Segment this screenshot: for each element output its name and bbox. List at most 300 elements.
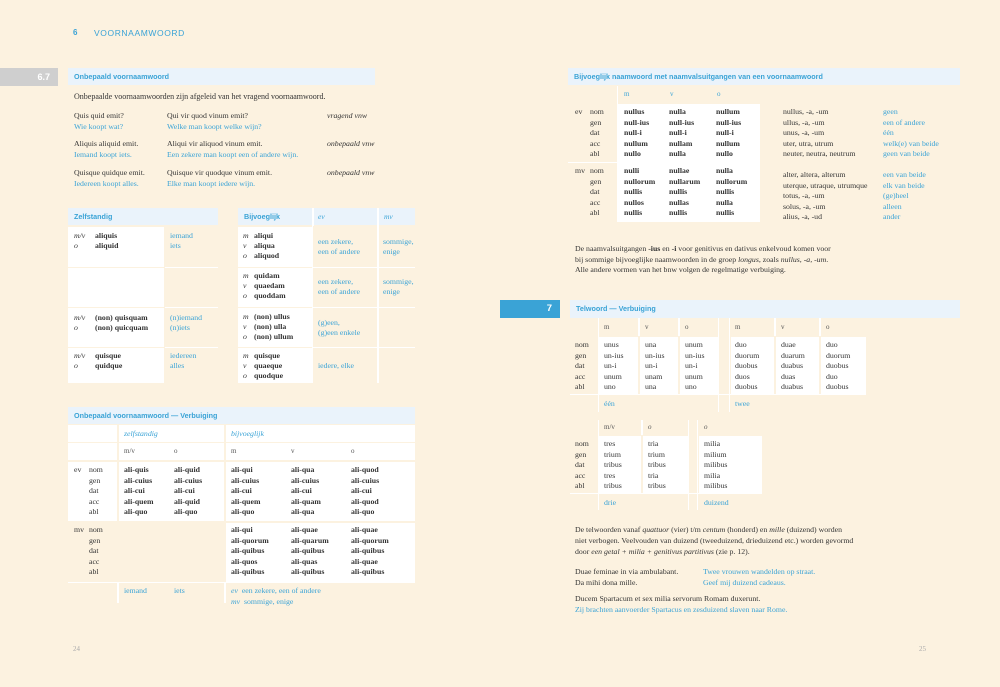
line: duae <box>781 340 796 349</box>
text-segment: -i <box>671 244 677 253</box>
line: o <box>243 371 247 380</box>
gender-header: o <box>717 90 721 98</box>
line: v <box>243 241 247 250</box>
forms <box>291 525 329 578</box>
dutch-translation: Iemand koopt iets. <box>74 149 132 159</box>
meaning: iets <box>174 586 185 595</box>
line: v <box>243 281 247 290</box>
text-segment: De naamvalsuitgangen <box>575 244 649 253</box>
table-heading: Zelfstandig <box>68 208 218 225</box>
meaning-ev <box>318 277 360 297</box>
line: (n)iemand <box>170 313 203 322</box>
line: m <box>243 351 249 360</box>
meaning: een zekere, een of andere <box>241 586 321 595</box>
meaning: één <box>604 399 615 408</box>
number-label-ev: ev <box>74 465 82 474</box>
line: trium <box>648 449 665 459</box>
line: (non) quicquam <box>95 323 149 332</box>
line: duarum <box>781 350 805 360</box>
line: een zekere, <box>318 237 354 246</box>
meaning: sommige, enige <box>244 596 294 606</box>
line: ali-cui <box>351 486 372 496</box>
line: een of andere <box>318 287 360 296</box>
line: ali-quibus <box>231 567 265 577</box>
paragraph-line <box>575 535 853 546</box>
line: un-ius <box>685 350 705 360</box>
line: een of andere <box>318 247 360 256</box>
line: acc <box>575 371 586 381</box>
line: enige <box>383 247 400 256</box>
latin-sentence: Da mihi dona mille. <box>575 577 638 587</box>
line: nullos <box>624 197 644 207</box>
case-labels <box>89 525 103 578</box>
section-heading: Telwoord — Verbuiging <box>570 300 960 318</box>
gender-labels <box>243 231 249 261</box>
line: duo <box>735 340 747 349</box>
line: ali-quem <box>231 496 261 506</box>
line: abl <box>89 567 99 577</box>
text-segment: longus <box>738 254 759 264</box>
meaning-ev <box>318 361 354 371</box>
meaning <box>170 351 196 371</box>
line: abl <box>575 382 585 392</box>
paragraph-line <box>575 524 853 535</box>
line: unus <box>604 340 619 349</box>
meaning-ev <box>318 318 360 338</box>
line: una <box>645 382 657 392</box>
line: ali-quid <box>174 496 201 506</box>
line: geen <box>883 107 898 116</box>
line: tres <box>604 470 616 480</box>
line: aliqui <box>254 231 274 240</box>
forms <box>704 439 727 492</box>
forms <box>604 439 622 492</box>
line: nom <box>575 340 589 349</box>
line: unum <box>685 340 703 349</box>
forms <box>254 312 293 342</box>
line: ali-cui <box>174 486 195 496</box>
line: un-ius <box>645 350 665 360</box>
line: ali-quibus <box>291 546 325 556</box>
text-segment: (duizend) worden <box>784 525 842 534</box>
line: unum <box>685 371 703 381</box>
line: o <box>243 291 247 300</box>
line: unus, -a, -um <box>783 128 825 138</box>
gender-header: v <box>781 323 785 331</box>
dutch-translation: Een zekere man koopt een of andere wijn. <box>167 149 299 159</box>
line: tria <box>648 470 659 480</box>
latin-sentence: Duae feminae in via ambulabant. <box>575 567 679 576</box>
gender-header: v <box>291 447 295 455</box>
meaning: iemand <box>124 586 147 595</box>
line: een zekere, <box>318 277 354 286</box>
line: (non) quisquam <box>95 313 148 322</box>
word-list-latin <box>783 107 855 160</box>
line: ali-qua <box>291 507 315 517</box>
line: quidam <box>254 271 280 280</box>
line: un-i <box>685 361 698 371</box>
table-heading: Bijvoeglijk naamwoord met naamvalsuitgangen van een voornaamwoord <box>568 68 960 85</box>
dutch-translation: Geef mij duizend cadeaus. <box>703 577 786 587</box>
word-list-dutch <box>883 170 926 223</box>
line: o <box>243 332 247 341</box>
forms <box>716 107 741 160</box>
number-label-mv: mv <box>74 525 84 534</box>
line: nom <box>590 166 604 175</box>
line: uterque, utraque, utrumque <box>783 180 868 190</box>
line: acc <box>575 470 586 480</box>
meaning: duizend <box>704 498 729 507</box>
forms <box>624 107 649 160</box>
line: dat <box>89 486 99 496</box>
numerals-paragraph <box>575 524 853 557</box>
text-segment: (honderd) en <box>725 525 770 534</box>
line: nulla <box>669 107 686 116</box>
line: acc <box>590 197 601 207</box>
line: ali-quorum <box>231 535 269 545</box>
forms <box>231 525 269 578</box>
line: nullam <box>669 138 693 148</box>
line: duos <box>735 371 750 381</box>
line: solus, -a, -um <box>783 201 826 211</box>
line: null-ius <box>624 117 650 127</box>
line: (ge)heel <box>883 191 909 201</box>
gender-header: o <box>174 447 178 455</box>
line: unum <box>604 371 622 381</box>
forms <box>95 231 118 251</box>
line: iets <box>170 241 181 250</box>
text-segment: mille <box>769 525 785 534</box>
line: ali-quibus <box>231 546 265 556</box>
line: ali-cui <box>291 486 312 496</box>
page-number: 25 <box>919 645 926 653</box>
forms <box>669 107 694 160</box>
column-header-ev: ev <box>318 212 325 221</box>
line: neuter, neutra, neutrum <box>783 149 856 159</box>
line: ali-qui <box>231 525 253 534</box>
text-segment: een getal + milia + genitivus partitivus <box>591 547 714 556</box>
line: o <box>74 241 78 250</box>
forms <box>669 166 700 219</box>
line: ali-quos <box>231 556 258 566</box>
line: welk(e) van beide <box>883 138 939 148</box>
line: ali-quibus <box>351 567 385 577</box>
line: nullum <box>624 138 648 148</box>
line: duorum <box>826 350 851 360</box>
forms <box>95 313 148 333</box>
line: ali-quod <box>351 465 379 474</box>
meaning-mv <box>383 277 414 297</box>
line: tribus <box>648 460 666 470</box>
line: nullus, -a, -um <box>783 107 829 116</box>
line: aliquod <box>254 251 280 260</box>
gender-labels <box>243 271 249 301</box>
latin-sentence: Quisque vir quodque vinum emit. <box>167 168 273 177</box>
forms <box>174 465 202 518</box>
line: o <box>243 251 247 260</box>
gender-header: m/v <box>124 447 135 455</box>
example-label: vragend vnw <box>327 111 368 120</box>
line: tribus <box>604 481 622 491</box>
line: uno <box>604 382 616 392</box>
line: nullas <box>669 197 689 207</box>
line: acc <box>89 556 100 566</box>
forms <box>624 166 655 219</box>
line: abl <box>89 507 99 517</box>
line: nullis <box>624 187 643 197</box>
line: milium <box>704 449 727 459</box>
forms <box>291 465 321 518</box>
line: ali-quo <box>124 507 148 517</box>
case-labels <box>575 439 589 492</box>
line: nullo <box>624 149 641 159</box>
text-segment: . <box>826 254 829 264</box>
line: ali-cuius <box>231 475 260 485</box>
line: ali-quae <box>351 525 378 534</box>
gender-header: o <box>351 447 355 455</box>
meaning-mv <box>383 237 414 257</box>
line: aliquis <box>95 231 118 240</box>
word-list-latin <box>783 170 867 223</box>
word-list-dutch <box>883 107 939 160</box>
text-segment: en <box>660 244 672 253</box>
forms <box>648 439 666 492</box>
case-labels <box>590 107 604 160</box>
line: (non) ullus <box>254 312 290 321</box>
line: dat <box>575 460 585 470</box>
line: nulli <box>624 166 640 175</box>
line: gen <box>89 475 101 485</box>
text-segment: De telwoorden vanaf <box>575 525 643 534</box>
line: (n)iets <box>170 323 190 332</box>
line: null-ius <box>669 117 695 127</box>
line: ali-quam <box>291 496 321 506</box>
line: ali-cui <box>231 486 252 496</box>
table-heading: Onbepaald voornaamwoord — Verbuiging <box>68 407 415 424</box>
line: ali-quo <box>174 507 198 517</box>
column-group-zelfstandig: zelfstandig <box>124 429 158 438</box>
line: ander <box>883 212 901 222</box>
line: ali-quae <box>351 556 378 566</box>
line: ali-quas <box>291 556 318 566</box>
line: nullorum <box>716 176 748 186</box>
meaning: twee <box>735 399 750 408</box>
number-label-ev: ev <box>231 586 238 595</box>
line: ali-quae <box>291 525 318 534</box>
line: iemand <box>170 231 193 240</box>
line: nullis <box>669 187 688 197</box>
line: quisque <box>95 351 122 360</box>
line: null-ius <box>716 117 742 127</box>
line: v <box>243 322 247 331</box>
forms <box>604 340 624 393</box>
line: gen <box>89 535 101 545</box>
line: unam <box>645 371 663 381</box>
line: (non) ullum <box>254 332 294 341</box>
gender-header: o <box>704 423 708 431</box>
line: nullis <box>716 187 735 197</box>
line: duo <box>826 371 838 381</box>
line: gen <box>575 449 587 459</box>
text-segment: , zoals <box>758 254 781 264</box>
gender-header: o <box>826 323 830 331</box>
line: nullis <box>624 208 643 218</box>
line: quidque <box>95 361 123 370</box>
dutch-translation: Zij brachten aanvoerder Spartacus en zesduizend slaven naar Rome. <box>575 604 788 614</box>
text-segment: nullus, -a, -um <box>780 254 827 264</box>
line: nullis <box>716 208 735 218</box>
line: milibus <box>704 460 728 470</box>
line: quaeque <box>254 361 283 370</box>
line: v <box>243 361 247 370</box>
number-label-mv: mv <box>231 596 241 606</box>
dutch-translation: Iedereen koopt alles. <box>74 178 139 188</box>
line: dat <box>590 187 600 197</box>
line: nom <box>89 465 103 474</box>
line: ullus, -a, -um <box>783 117 825 127</box>
line: tres <box>604 439 616 448</box>
line: nulla <box>716 166 733 175</box>
line: quaedam <box>254 281 285 290</box>
line: nullum <box>716 107 740 116</box>
case-labels <box>575 340 589 393</box>
line: nullis <box>669 208 688 218</box>
line: acc <box>89 496 100 506</box>
forms <box>254 351 283 381</box>
line: ali-quid <box>174 465 201 474</box>
line: iedereen <box>170 351 197 360</box>
line: gen <box>575 350 587 360</box>
case-labels <box>590 166 604 219</box>
line: ali-qui <box>231 465 253 474</box>
line: (g)een, <box>318 318 340 327</box>
line: duas <box>781 371 796 381</box>
forms <box>685 340 705 393</box>
line: ali-quo <box>351 507 375 517</box>
line: una <box>645 340 657 349</box>
page-number: 24 <box>73 645 80 653</box>
line: (non) ulla <box>254 322 287 331</box>
line: quoddam <box>254 291 286 300</box>
gender-header: m <box>735 323 741 331</box>
text-segment: bij sommige bijvoeglijke naamwoorden in de groep <box>575 254 739 264</box>
line: duo <box>826 340 838 349</box>
line: uter, utra, utrum <box>783 138 834 148</box>
line: sommige, <box>383 277 414 286</box>
gender-labels <box>74 351 85 371</box>
line: dat <box>89 546 99 556</box>
line: quodque <box>254 371 284 380</box>
line: ali-quis <box>124 465 149 474</box>
line: m <box>243 312 249 321</box>
paragraph-line <box>575 255 831 266</box>
line: nulla <box>669 149 686 159</box>
line: null-i <box>624 128 642 138</box>
line: un-i <box>645 361 658 371</box>
line: ali-quem <box>124 496 154 506</box>
gender-header: v <box>645 323 649 331</box>
line: m <box>243 271 249 280</box>
section-number-tab: 7 <box>500 300 560 318</box>
example-label: onbepaald vnw <box>327 139 375 148</box>
line: duobus <box>826 382 849 392</box>
line: abl <box>590 149 600 159</box>
line: ali-cuius <box>124 475 153 485</box>
note-paragraph <box>575 244 831 276</box>
forms <box>254 271 286 301</box>
line: (g)een enkele <box>318 328 361 337</box>
forms <box>231 465 260 518</box>
forms <box>124 465 153 518</box>
line: enige <box>383 287 400 296</box>
line: m/v <box>74 351 86 360</box>
text-segment: niet verbogen. Veelvouden van duizend (tweeduizend, drieduizend etc.) worden gevormd <box>575 536 854 545</box>
chapter-number: 6 <box>73 28 78 37</box>
line: milia <box>704 470 721 480</box>
gender-header: m <box>624 90 630 98</box>
line: ali-quarum <box>291 535 329 545</box>
gender-labels <box>243 351 249 381</box>
line: ali-cuius <box>351 475 380 485</box>
meaning <box>170 231 193 251</box>
line: un-ius <box>604 350 624 360</box>
gender-labels <box>74 313 85 333</box>
section-intro: Onbepaalde voornaamwoorden zijn afgeleid van het vragend voornaamwoord. <box>74 92 326 101</box>
line: ali-quod <box>351 496 379 506</box>
line: un-i <box>604 361 617 371</box>
line: dat <box>575 361 585 371</box>
text-segment: (zie p. 12). <box>713 547 750 556</box>
text-segment: (vier) t/m <box>669 525 703 534</box>
forms <box>95 351 122 371</box>
number-label-mv: mv <box>575 166 585 175</box>
line: quisque <box>254 351 281 360</box>
meaning: drie <box>604 498 617 507</box>
line: nullae <box>669 166 690 175</box>
latin-sentence: Ducem Spartacum et sex milia servorum Romam duxerunt. <box>575 594 761 603</box>
section-heading: Onbepaald voornaamwoord <box>68 68 375 85</box>
line: abl <box>575 481 585 491</box>
paragraph-line <box>575 265 831 276</box>
gender-labels <box>74 231 85 251</box>
line: ali-cui <box>124 486 145 496</box>
forms <box>735 340 759 393</box>
line: o <box>74 323 78 332</box>
paragraph-line <box>575 546 853 557</box>
example-label: onbepaald vnw <box>327 168 375 177</box>
line: nullorum <box>624 176 656 186</box>
line: alles <box>170 361 185 370</box>
line: ali-quibus <box>291 567 325 577</box>
line: aliqua <box>254 241 275 250</box>
line: totus, -a, -um <box>783 191 825 201</box>
line: ali-cuius <box>291 475 320 485</box>
running-head-title: VOORNAAMWOORD <box>94 28 185 38</box>
line: duorum <box>735 350 760 360</box>
case-labels <box>89 465 103 518</box>
line: nom <box>590 107 604 116</box>
forms <box>781 340 805 393</box>
line: tria <box>648 439 659 448</box>
line: m <box>243 231 249 240</box>
number-label-ev: ev <box>575 107 583 116</box>
section-number-tab: 6.7 <box>0 68 58 86</box>
dutch-translation: Welke man koopt welke wijn? <box>167 121 262 131</box>
line: uno <box>685 382 697 392</box>
gender-header: o <box>685 323 689 331</box>
line: alter, altera, alterum <box>783 170 846 179</box>
forms <box>716 166 747 219</box>
